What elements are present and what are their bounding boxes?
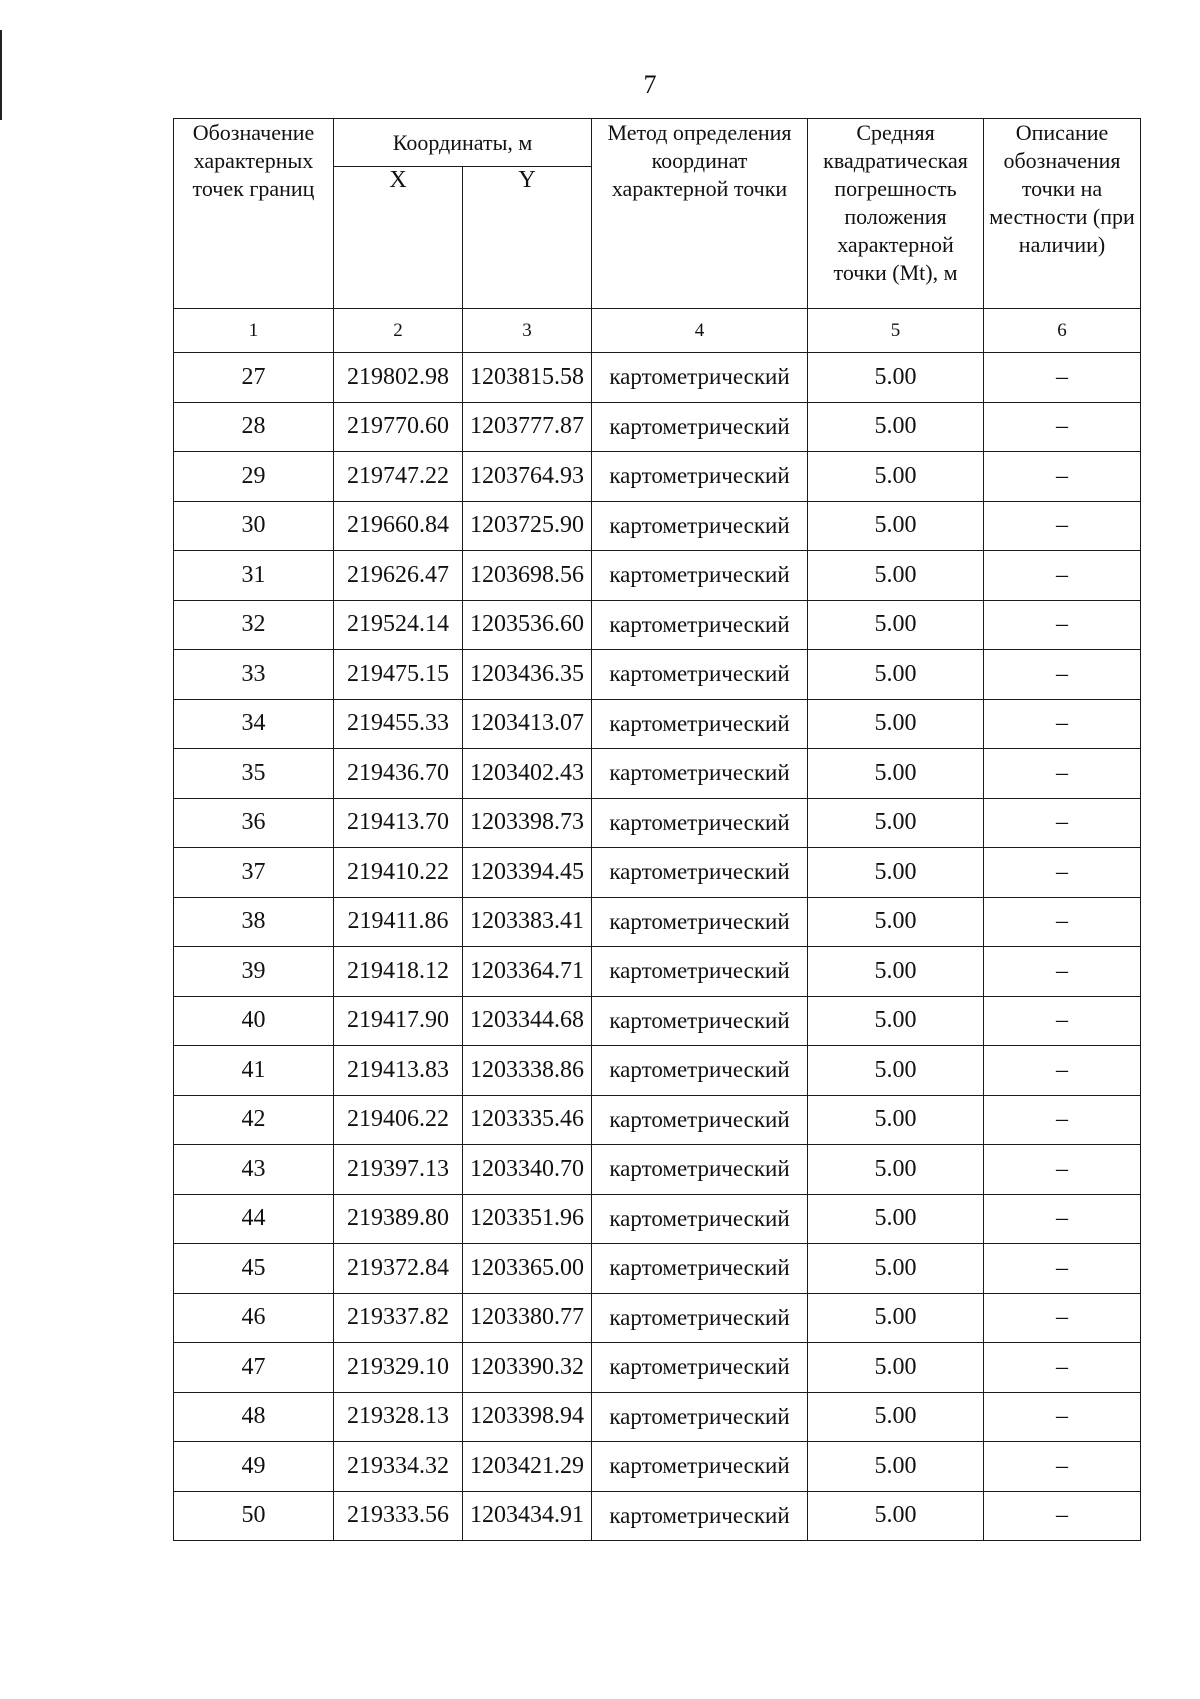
table-row xyxy=(174,897,1141,947)
cell-point: 50 xyxy=(174,1491,334,1541)
cell-x: 219770.60 xyxy=(334,402,463,452)
cell-method: картометрический xyxy=(592,1046,808,1096)
cell-point: 33 xyxy=(174,650,334,700)
cell-error: 5.00 xyxy=(808,1293,984,1343)
cell-method: картометрический xyxy=(592,1343,808,1393)
table-row xyxy=(174,650,1141,700)
cell-method: картометрический xyxy=(592,600,808,650)
cell-y: 1203398.94 xyxy=(463,1392,592,1442)
table-row xyxy=(174,1343,1141,1393)
cell-description: – xyxy=(984,551,1141,601)
cell-y: 1203380.77 xyxy=(463,1293,592,1343)
cell-point: 27 xyxy=(174,353,334,403)
cell-x: 219389.80 xyxy=(334,1194,463,1244)
cell-x: 219411.86 xyxy=(334,897,463,947)
cell-error: 5.00 xyxy=(808,1442,984,1492)
cell-error: 5.00 xyxy=(808,402,984,452)
cell-error: 5.00 xyxy=(808,1145,984,1195)
cell-error: 5.00 xyxy=(808,897,984,947)
header-x: X xyxy=(334,167,463,309)
cell-method: картометрический xyxy=(592,897,808,947)
cell-method: картометрический xyxy=(592,798,808,848)
cell-y: 1203434.91 xyxy=(463,1491,592,1541)
cell-method: картометрический xyxy=(592,1491,808,1541)
table-row xyxy=(174,1046,1141,1096)
cell-point: 47 xyxy=(174,1343,334,1393)
cell-y: 1203344.68 xyxy=(463,996,592,1046)
cell-method: картометрический xyxy=(592,501,808,551)
cell-x: 219337.82 xyxy=(334,1293,463,1343)
table-row xyxy=(174,501,1141,551)
cell-error: 5.00 xyxy=(808,848,984,898)
cell-point: 38 xyxy=(174,897,334,947)
cell-method: картометрический xyxy=(592,947,808,997)
table-row xyxy=(174,749,1141,799)
cell-y: 1203335.46 xyxy=(463,1095,592,1145)
cell-error: 5.00 xyxy=(808,798,984,848)
cell-method: картометрический xyxy=(592,1392,808,1442)
header-description: Описание обозначения точки на местности (при наличии) xyxy=(984,119,1141,309)
table-row xyxy=(174,848,1141,898)
header-coordinates: Координаты, м xyxy=(334,119,592,167)
cell-point: 30 xyxy=(174,501,334,551)
cell-description: – xyxy=(984,1095,1141,1145)
cell-y: 1203338.86 xyxy=(463,1046,592,1096)
table-row xyxy=(174,551,1141,601)
cell-description: – xyxy=(984,650,1141,700)
cell-x: 219418.12 xyxy=(334,947,463,997)
cell-description: – xyxy=(984,996,1141,1046)
cell-x: 219328.13 xyxy=(334,1392,463,1442)
table-body xyxy=(174,353,1141,1541)
cell-x: 219436.70 xyxy=(334,749,463,799)
cell-description: – xyxy=(984,501,1141,551)
cell-x: 219417.90 xyxy=(334,996,463,1046)
cell-point: 28 xyxy=(174,402,334,452)
cell-y: 1203764.93 xyxy=(463,452,592,502)
table-row xyxy=(174,452,1141,502)
header-method: Метод определения координат характерной точки xyxy=(592,119,808,309)
header-point-designation: Обозначение характерных точек границ xyxy=(174,119,334,309)
cell-point: 44 xyxy=(174,1194,334,1244)
cell-y: 1203777.87 xyxy=(463,402,592,452)
cell-error: 5.00 xyxy=(808,1392,984,1442)
cell-description: – xyxy=(984,897,1141,947)
cell-point: 32 xyxy=(174,600,334,650)
cell-y: 1203402.43 xyxy=(463,749,592,799)
cell-description: – xyxy=(984,600,1141,650)
column-number: 4 xyxy=(592,309,808,353)
cell-error: 5.00 xyxy=(808,1491,984,1541)
cell-method: картометрический xyxy=(592,1095,808,1145)
table-row xyxy=(174,1442,1141,1492)
cell-point: 41 xyxy=(174,1046,334,1096)
cell-x: 219660.84 xyxy=(334,501,463,551)
cell-description: – xyxy=(984,749,1141,799)
cell-description: – xyxy=(984,1442,1141,1492)
page-number: 7 xyxy=(643,70,657,99)
cell-point: 35 xyxy=(174,749,334,799)
cell-y: 1203436.35 xyxy=(463,650,592,700)
table-row xyxy=(174,947,1141,997)
column-number: 2 xyxy=(334,309,463,353)
cell-description: – xyxy=(984,1392,1141,1442)
cell-y: 1203383.41 xyxy=(463,897,592,947)
cell-description: – xyxy=(984,1244,1141,1294)
cell-y: 1203536.60 xyxy=(463,600,592,650)
cell-error: 5.00 xyxy=(808,1244,984,1294)
cell-method: картометрический xyxy=(592,996,808,1046)
cell-y: 1203725.90 xyxy=(463,501,592,551)
cell-error: 5.00 xyxy=(808,353,984,403)
cell-point: 42 xyxy=(174,1095,334,1145)
cell-point: 37 xyxy=(174,848,334,898)
cell-description: – xyxy=(984,1491,1141,1541)
cell-y: 1203413.07 xyxy=(463,699,592,749)
cell-x: 219413.70 xyxy=(334,798,463,848)
cell-x: 219802.98 xyxy=(334,353,463,403)
table-row xyxy=(174,798,1141,848)
cell-x: 219747.22 xyxy=(334,452,463,502)
table-row xyxy=(174,1095,1141,1145)
cell-y: 1203815.58 xyxy=(463,353,592,403)
table-row xyxy=(174,1145,1141,1195)
cell-x: 219334.32 xyxy=(334,1442,463,1492)
cell-point: 45 xyxy=(174,1244,334,1294)
cell-error: 5.00 xyxy=(808,947,984,997)
cell-method: картометрический xyxy=(592,650,808,700)
table-row xyxy=(174,1244,1141,1294)
cell-x: 219413.83 xyxy=(334,1046,463,1096)
cell-x: 219410.22 xyxy=(334,848,463,898)
table-row xyxy=(174,1194,1141,1244)
cell-error: 5.00 xyxy=(808,501,984,551)
cell-description: – xyxy=(984,848,1141,898)
cell-error: 5.00 xyxy=(808,1343,984,1393)
cell-y: 1203421.29 xyxy=(463,1442,592,1492)
cell-error: 5.00 xyxy=(808,699,984,749)
cell-description: – xyxy=(984,1145,1141,1195)
cell-point: 39 xyxy=(174,947,334,997)
cell-x: 219455.33 xyxy=(334,699,463,749)
cell-description: – xyxy=(984,402,1141,452)
cell-description: – xyxy=(984,1046,1141,1096)
cell-error: 5.00 xyxy=(808,551,984,601)
cell-description: – xyxy=(984,1343,1141,1393)
cell-method: картометрический xyxy=(592,1194,808,1244)
cell-error: 5.00 xyxy=(808,1194,984,1244)
cell-error: 5.00 xyxy=(808,1095,984,1145)
column-number-row xyxy=(174,309,1141,353)
cell-point: 36 xyxy=(174,798,334,848)
cell-error: 5.00 xyxy=(808,749,984,799)
cell-point: 49 xyxy=(174,1442,334,1492)
cell-x: 219333.56 xyxy=(334,1491,463,1541)
cell-point: 43 xyxy=(174,1145,334,1195)
cell-description: – xyxy=(984,1194,1141,1244)
cell-description: – xyxy=(984,452,1141,502)
table-row xyxy=(174,600,1141,650)
table-row xyxy=(174,1293,1141,1343)
cell-y: 1203365.00 xyxy=(463,1244,592,1294)
cell-point: 31 xyxy=(174,551,334,601)
cell-method: картометрический xyxy=(592,402,808,452)
cell-x: 219524.14 xyxy=(334,600,463,650)
cell-description: – xyxy=(984,1293,1141,1343)
header-mean-square-error: Средняя квадратическая погрешность положения характерной точки (Mt), м xyxy=(808,119,984,309)
cell-x: 219372.84 xyxy=(334,1244,463,1294)
cell-point: 29 xyxy=(174,452,334,502)
cell-description: – xyxy=(984,947,1141,997)
cell-description: – xyxy=(984,353,1141,403)
cell-y: 1203351.96 xyxy=(463,1194,592,1244)
column-number: 3 xyxy=(463,309,592,353)
cell-error: 5.00 xyxy=(808,996,984,1046)
cell-method: картометрический xyxy=(592,848,808,898)
column-number: 6 xyxy=(984,309,1141,353)
cell-y: 1203398.73 xyxy=(463,798,592,848)
table-row xyxy=(174,1491,1141,1541)
cell-method: картометрический xyxy=(592,749,808,799)
cell-error: 5.00 xyxy=(808,650,984,700)
cell-x: 219626.47 xyxy=(334,551,463,601)
cell-x: 219397.13 xyxy=(334,1145,463,1195)
cell-point: 48 xyxy=(174,1392,334,1442)
cell-x: 219475.15 xyxy=(334,650,463,700)
cell-y: 1203390.32 xyxy=(463,1343,592,1393)
cell-method: картометрический xyxy=(592,1442,808,1492)
cell-y: 1203340.70 xyxy=(463,1145,592,1195)
table-row xyxy=(174,996,1141,1046)
cell-method: картометрический xyxy=(592,1244,808,1294)
cell-point: 40 xyxy=(174,996,334,1046)
coordinates-table xyxy=(173,118,1141,1541)
cell-x: 219329.10 xyxy=(334,1343,463,1393)
table-row xyxy=(174,402,1141,452)
cell-description: – xyxy=(984,798,1141,848)
cell-method: картометрический xyxy=(592,1145,808,1195)
cell-point: 46 xyxy=(174,1293,334,1343)
column-number: 1 xyxy=(174,309,334,353)
cell-method: картометрический xyxy=(592,452,808,502)
column-number: 5 xyxy=(808,309,984,353)
cell-y: 1203698.56 xyxy=(463,551,592,601)
table-row xyxy=(174,699,1141,749)
cell-method: картометрический xyxy=(592,1293,808,1343)
cell-error: 5.00 xyxy=(808,1046,984,1096)
cell-method: картометрический xyxy=(592,699,808,749)
cell-y: 1203364.71 xyxy=(463,947,592,997)
table-row xyxy=(174,353,1141,403)
cell-method: картометрический xyxy=(592,551,808,601)
cell-x: 219406.22 xyxy=(334,1095,463,1145)
cell-point: 34 xyxy=(174,699,334,749)
cell-error: 5.00 xyxy=(808,600,984,650)
cell-description: – xyxy=(984,699,1141,749)
cell-error: 5.00 xyxy=(808,452,984,502)
cell-method: картометрический xyxy=(592,353,808,403)
header-y: Y xyxy=(463,167,592,309)
cell-y: 1203394.45 xyxy=(463,848,592,898)
table-row xyxy=(174,1392,1141,1442)
